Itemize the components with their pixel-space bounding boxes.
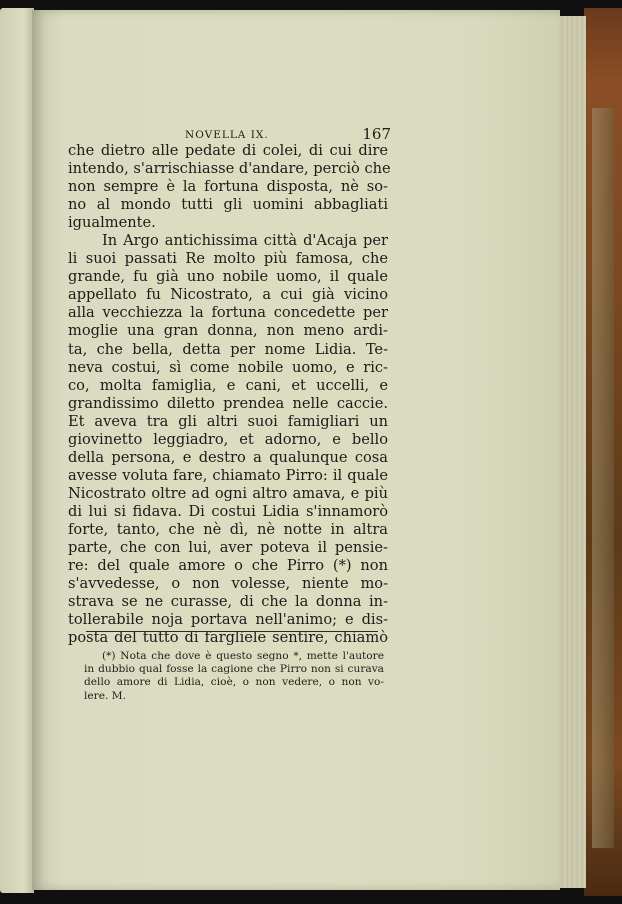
text-line: moglie una gran donna, non meno ardi- bbox=[68, 322, 388, 340]
text-line: parte, che con lui, aver poteva il pensie- bbox=[68, 539, 388, 557]
text-line: no al mondo tutti gli uomini abbagliati bbox=[68, 196, 388, 214]
page-stack-edges bbox=[556, 16, 586, 888]
page-number: 167 bbox=[362, 125, 391, 143]
footnote-line: (*) Nota che dove è questo segno *, mette l'autore bbox=[102, 650, 384, 662]
text-line: Et aveva tra gli altri suoi famigliari un bbox=[68, 412, 388, 430]
text-line: della persona, e destro a qualunque cosa bbox=[68, 448, 388, 466]
body-text bbox=[68, 142, 391, 647]
text-line: igualmente. bbox=[68, 214, 156, 232]
text-line: posta del tutto di fargliele sentire, chiamò bbox=[68, 629, 388, 647]
book-binding bbox=[584, 8, 622, 896]
text-line: avesse voluta fare, chiamato Pirro: il quale bbox=[68, 466, 388, 484]
text-line: alla vecchiezza la fortuna concedette per bbox=[68, 304, 388, 322]
text-line: neva costui, sì come nobile uomo, e ric- bbox=[68, 358, 388, 376]
footnote-line: dello amore di Lidia, cioè, o non vedere, o non vo- bbox=[84, 676, 384, 689]
footnote-line: lere. M. bbox=[84, 689, 126, 702]
text-line: di lui si fidava. Di costui Lidia s'innamorò bbox=[68, 502, 388, 520]
facing-page-edge bbox=[0, 8, 34, 893]
text-line: ta, che bella, detta per nome Lidia. Te- bbox=[68, 340, 388, 358]
text-line: grande, fu già uno nobile uomo, il quale bbox=[68, 268, 388, 286]
text-line: Nicostrato oltre ad ogni altro amava, e più bbox=[68, 484, 388, 502]
text-line: forte, tanto, che nè dì, nè notte in altra bbox=[68, 520, 388, 538]
main-text bbox=[68, 125, 391, 647]
text-line: re: del quale amore o che Pirro (*) non bbox=[68, 557, 388, 575]
text-line: che dietro alle pedate di colei, di cui dire bbox=[68, 142, 388, 159]
text-line: non sempre è la fortuna disposta, nè so- bbox=[68, 178, 388, 196]
text-line: s'avvedesse, o non volesse, niente mo- bbox=[68, 575, 388, 593]
text-line: tollerabile noja portava nell'animo; e dis- bbox=[68, 611, 388, 629]
text-line: strava se ne curasse, di che la donna in- bbox=[68, 593, 388, 611]
text-line: appellato fu Nicostrato, a cui già vicino bbox=[68, 286, 388, 304]
running-head bbox=[68, 125, 391, 143]
text-line: li suoi passati Re molto più famosa, che bbox=[68, 250, 388, 268]
footnote bbox=[84, 650, 384, 703]
text-line: In Argo antichissima città d'Acaja per bbox=[102, 232, 388, 250]
footnote-rule bbox=[86, 631, 378, 632]
running-head-title: NOVELLA IX. bbox=[185, 129, 269, 141]
text-line: co, molta famiglia, e cani, et uccelli, e bbox=[68, 376, 388, 394]
text-line: giovinetto leggiadro, et adorno, e bello bbox=[68, 430, 388, 448]
text-line: intendo, s'arrischiasse d'andare, perciò che bbox=[68, 160, 391, 178]
text-line: grandissimo diletto prendea nelle caccie. bbox=[68, 394, 388, 412]
footnote-line: in dubbio qual fosse la cagione che Pirro non si curava bbox=[84, 663, 384, 676]
